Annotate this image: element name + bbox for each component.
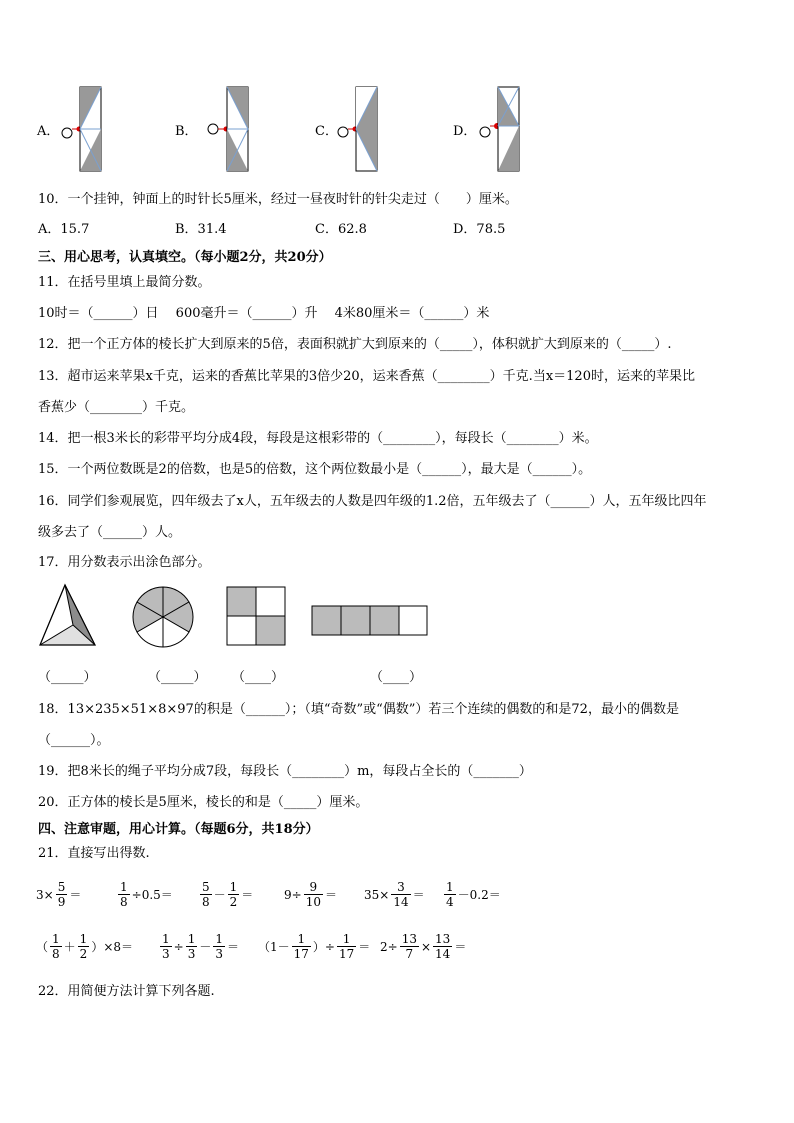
q21-expr-5: 35× $\frac{3}{14}$ ＝ — [364, 880, 425, 909]
q17-square-figure — [226, 586, 288, 648]
q11-stem: 11．在括号里填上最简分数。 — [38, 275, 211, 290]
q13-line2: 香蕉少（________）千克。 — [38, 400, 195, 415]
q21-expr-8: $\frac{1}{3}$ ÷ $\frac{1}{3}$ － $\frac{1}{3}$ ＝ — [162, 932, 240, 961]
option-d-figure — [478, 84, 528, 174]
q17-blank-3[interactable]: （____） — [232, 670, 285, 685]
q14-text: 14．把一根3米长的彩带平均分成4段，每段是这根彩带的（________），每段长（________）米。 — [38, 431, 598, 446]
q21-expr-4: 9÷ $\frac{9}{10}$ ＝ — [284, 880, 337, 909]
q21-expr-2: $\frac{1}{8}$ ÷0.5＝ — [120, 880, 173, 909]
option-d-label: D． — [453, 124, 477, 139]
q10-option-b: B．31.4 — [175, 222, 227, 237]
section-4-heading: 四、注意审题，用心计算。（每题6分，共18分） — [38, 822, 319, 837]
q11-line: 10时＝（______）日 600毫升＝（______）升 4米80厘米＝（______）米 — [38, 306, 490, 321]
q21-expr-7: （ $\frac{1}{8}$ ＋ $\frac{1}{2}$ ）×8＝ — [36, 932, 134, 961]
q17-stem: 17．用分数表示出涂色部分。 — [38, 555, 211, 570]
option-a-figure — [60, 84, 110, 174]
q16-line2: 级多去了（______）人。 — [38, 525, 182, 540]
q10-option-d: D．78.5 — [453, 222, 506, 237]
q20-text: 20．正方体的棱长是5厘米，棱长的和是（_____）厘米。 — [38, 795, 369, 810]
q22-stem: 22．用简便方法计算下列各题. — [38, 984, 215, 999]
q18-line2: （______）。 — [38, 733, 110, 748]
option-a-label: A． — [37, 124, 60, 139]
q21-expr-1: 3× $\frac{5}{9}$ ＝ — [36, 880, 82, 909]
q17-circle-figure — [130, 585, 196, 651]
q19-text: 19．把8米长的绳子平均分成7段，每段长（________）m，每段占全长的（_______） — [38, 764, 532, 779]
q21-expr-3: $\frac{5}{8}$ － $\frac{1}{2}$ ＝ — [202, 880, 254, 909]
option-b-label: B． — [175, 124, 198, 139]
q17-triangle-figure — [38, 583, 98, 649]
q15-text: 15．一个两位数既是2的倍数，也是5的倍数，这个两位数最小是（______），最大是（______）。 — [38, 462, 592, 477]
q10-option-a: A．15.7 — [38, 222, 90, 237]
q21-expr-9: （1－ $\frac{1}{17}$ ）÷ $\frac{1}{17}$ ＝ — [258, 932, 371, 961]
q21-expr-10: 2÷ $\frac{13}{7}$ × $\frac{13}{14}$ ＝ — [380, 932, 467, 961]
option-c-figure — [336, 84, 386, 174]
section-3-heading: 三、用心思考，认真填空。（每小题2分，共20分） — [38, 250, 332, 265]
q21-stem: 21．直接写出得数. — [38, 846, 150, 861]
q16-line1: 16．同学们参观展览，四年级去了x人，五年级去的人数是四年级的1.2倍，五年级去了（______）人，五年级比四年 — [38, 494, 707, 509]
q17-blank-1[interactable]: （_____） — [38, 670, 97, 685]
q18-line1: 18．13×235×51×8×97的积是（______）；（填“奇数”或“偶数”）若三个连续的偶数的和是72，最小的偶数是 — [38, 702, 679, 717]
q17-blank-4[interactable]: （____） — [370, 670, 423, 685]
q17-rectangle-figure — [311, 605, 429, 637]
q10-stem: 10．一个挂钟，钟面上的时针长5厘米，经过一昼夜时针的针尖走过（ ）厘米。 — [38, 192, 518, 207]
q13-line1: 13．超市运来苹果x千克，运来的香蕉比苹果的3倍少20，运来香蕉（________）千克.当x＝120时，运来的苹果比 — [38, 369, 695, 384]
q17-blank-2[interactable]: （_____） — [148, 670, 207, 685]
q10-option-c: C．62.8 — [315, 222, 367, 237]
q12-text: 12．把一个正方体的棱长扩大到原来的5倍，表面积就扩大到原来的（_____），体积就扩大到原来的（_____）. — [38, 337, 672, 352]
option-c-label: C． — [315, 124, 338, 139]
q21-expr-6: $\frac{1}{4}$ －0.2＝ — [446, 880, 501, 909]
option-b-figure — [206, 84, 256, 174]
